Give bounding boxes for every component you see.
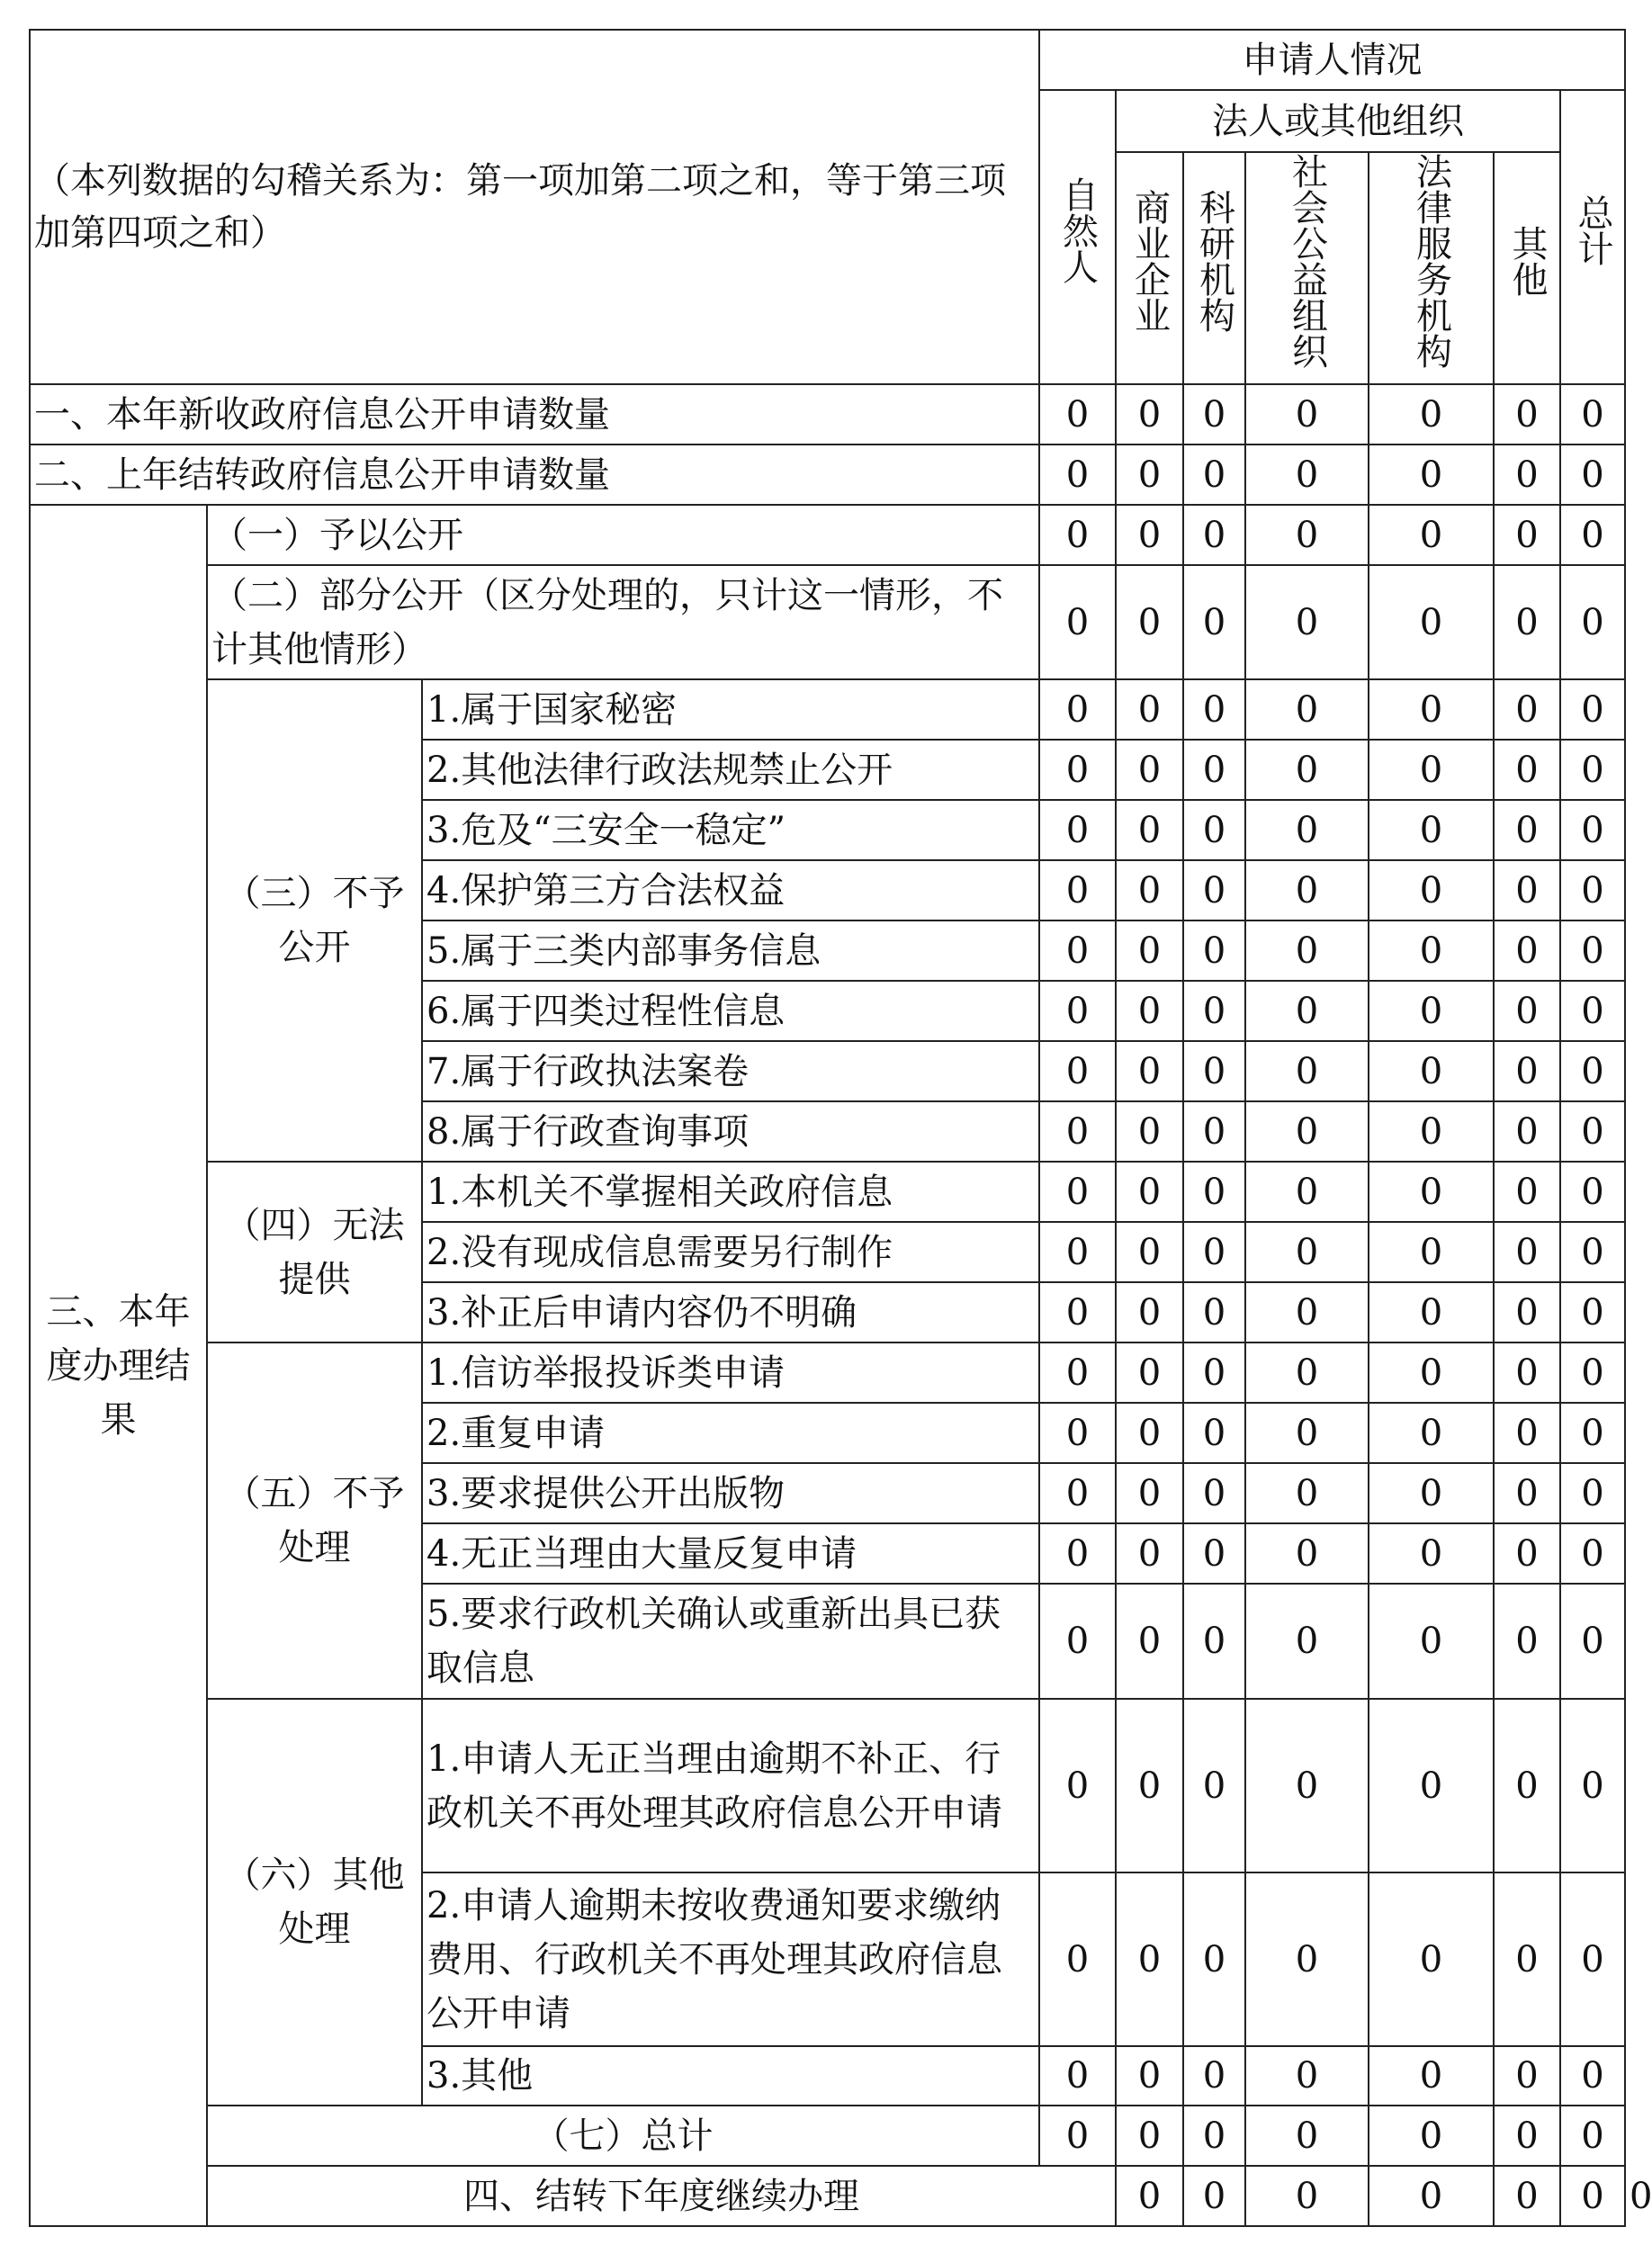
table-row: [30, 2106, 1625, 2166]
cell: 0: [1369, 981, 1494, 1041]
cell: 0: [1369, 1699, 1494, 1872]
disclosure-stats-table: [29, 29, 1652, 2227]
cell: 0: [1560, 1403, 1625, 1463]
cell: 0: [1039, 1162, 1116, 1222]
cell: 0: [1369, 2166, 1494, 2226]
cell: 0: [1560, 679, 1625, 740]
cell: 0: [1245, 2106, 1369, 2166]
cell: 0: [1369, 565, 1494, 679]
cell: 0: [1116, 445, 1183, 505]
row-label: 4.保护第三方合法权益: [422, 860, 1039, 920]
group-label: （六）其他处理: [207, 1699, 422, 2106]
cell: 0: [1494, 2046, 1560, 2106]
cell: 0: [1039, 445, 1116, 505]
cell: 0: [1245, 1584, 1369, 1699]
cell: 0: [1183, 1101, 1245, 1162]
cell: 0: [1039, 505, 1116, 565]
cell: 0: [1369, 1282, 1494, 1343]
cell: 0: [1245, 565, 1369, 679]
cell: 0: [1560, 2046, 1625, 2106]
cell: 0: [1039, 1872, 1116, 2046]
applicant-header: 申请人情况: [1039, 30, 1625, 90]
table-row: [30, 445, 1625, 505]
cell: 0: [1369, 860, 1494, 920]
cell: 0: [1245, 384, 1369, 445]
cell: 0: [1369, 2046, 1494, 2106]
cell: 0: [1116, 1041, 1183, 1101]
cell: 0: [1560, 1584, 1625, 1699]
cell: 0: [1560, 1162, 1625, 1222]
cell: 0: [1560, 1222, 1625, 1282]
cell: 0: [1039, 1463, 1116, 1523]
col-other: 其他: [1494, 152, 1560, 384]
cell: 0: [1560, 981, 1625, 1041]
cell: 0: [1116, 2166, 1183, 2226]
cell: 0: [1116, 384, 1183, 445]
cell: 0: [1369, 1162, 1494, 1222]
cell: 0: [1560, 860, 1625, 920]
cell: 0: [1116, 1872, 1183, 2046]
cell: 0: [1369, 505, 1494, 565]
cell: 0: [1116, 1463, 1183, 1523]
cell: 0: [1039, 860, 1116, 920]
table-row: 四、结转下年度继续办理 0 0 0 0 0 0 0: [30, 2166, 1625, 2226]
cell: 0: [1494, 1282, 1560, 1343]
col-legal: 法律服务机构: [1369, 152, 1494, 384]
cell: 0: [1183, 1523, 1245, 1584]
cell: 0: [1494, 1463, 1560, 1523]
cell: 0: [1116, 1101, 1183, 1162]
cell: 0: [1116, 860, 1183, 920]
cell: 0: [1183, 1463, 1245, 1523]
cell: 0: [1245, 505, 1369, 565]
col-total: 总计: [1560, 90, 1625, 384]
cell: 0: [1039, 1403, 1116, 1463]
cell: 0: [1245, 445, 1369, 505]
cell: 0: [1245, 981, 1369, 1041]
cell: 0: [1245, 1162, 1369, 1222]
cell: 0: [1245, 1041, 1369, 1101]
cell: 0: [1245, 920, 1369, 981]
cell: 0: [1494, 505, 1560, 565]
cell: 0: [1245, 2166, 1369, 2226]
table-row: [30, 565, 1625, 679]
cell: 0: [1560, 565, 1625, 679]
cell: 0: [1039, 1523, 1116, 1584]
row-label: 8.属于行政查询事项: [422, 1101, 1039, 1162]
row-label: （七）总计: [207, 2106, 1039, 2166]
cell: 0: [1116, 1162, 1183, 1222]
col-social: 社会公益组织: [1245, 152, 1369, 384]
row-label: 1.本机关不掌握相关政府信息: [422, 1162, 1039, 1222]
cell: 0: [1116, 1523, 1183, 1584]
row-label: （二）部分公开（区分处理的，只计这一情形，不计其他情形）: [207, 565, 1039, 679]
cell: 0: [1369, 1584, 1494, 1699]
cell: 0: [1560, 1041, 1625, 1101]
section3-label: 三、本年度办理结果: [30, 505, 207, 2226]
cell: 0: [1039, 679, 1116, 740]
cell: 0: [1369, 1872, 1494, 2046]
row-label: （一）予以公开: [207, 505, 1039, 565]
cell: 0: [1039, 1041, 1116, 1101]
row-label: 1.属于国家秘密: [422, 679, 1039, 740]
cell: 0: [1183, 1222, 1245, 1282]
cell: 0: [1245, 2046, 1369, 2106]
cell: 0: [1245, 679, 1369, 740]
row-label: 6.属于四类过程性信息: [422, 981, 1039, 1041]
group-label: （三）不予公开: [207, 679, 422, 1162]
cell: 0: [1039, 981, 1116, 1041]
row-label: 3.补正后申请内容仍不明确: [422, 1282, 1039, 1343]
row-label: 3.要求提供公开出版物: [422, 1463, 1039, 1523]
cell: 0: [1183, 384, 1245, 445]
cell: 0: [1183, 800, 1245, 860]
cell: 0: [1039, 2106, 1116, 2166]
cell: 0: [1560, 1523, 1625, 1584]
row-label: 5.要求行政机关确认或重新出具已获取信息: [422, 1584, 1039, 1699]
cell: 0: [1494, 1403, 1560, 1463]
cell: 0: [1560, 1282, 1625, 1343]
cell: 0: [1494, 981, 1560, 1041]
cell: 0: [1369, 1101, 1494, 1162]
cell: 0: [1183, 1282, 1245, 1343]
cell: 0: [1116, 1403, 1183, 1463]
row-label: 3.危及“三安全一稳定”: [422, 800, 1039, 860]
table-row: [30, 384, 1625, 445]
cell: 0: [1560, 2106, 1625, 2166]
cell: 0: [1560, 920, 1625, 981]
table-row: [30, 679, 1625, 740]
cell: 0: [1369, 445, 1494, 505]
row-label: 二、上年结转政府信息公开申请数量: [30, 445, 1039, 505]
cell: 0: [1039, 1101, 1116, 1162]
cell: 0: [1183, 1041, 1245, 1101]
cell: 0: [1494, 384, 1560, 445]
row-label: 4.无正当理由大量反复申请: [422, 1523, 1039, 1584]
cell: 0: [1245, 800, 1369, 860]
cell: 0: [1183, 2046, 1245, 2106]
table-row: [30, 1699, 1625, 1872]
cell: 0: [1560, 800, 1625, 860]
row-label: 四、结转下年度继续办理: [207, 2166, 1116, 2226]
table-row: [30, 505, 1625, 565]
cell: 0: [1494, 445, 1560, 505]
cell: 0: [1039, 384, 1116, 445]
cell: 0: [1039, 1343, 1116, 1403]
col-natural: 自然人: [1039, 90, 1116, 384]
cell: 0: [1245, 1699, 1369, 1872]
row-label: 1.信访举报投诉类申请: [422, 1343, 1039, 1403]
cell: 0: [1183, 1872, 1245, 2046]
cell: 0: [1245, 1343, 1369, 1403]
cell: 0: [1183, 445, 1245, 505]
row-label: 1.申请人无正当理由逾期不补正、行政机关不再处理其政府信息公开申请: [422, 1699, 1039, 1872]
cell: 0: [1369, 384, 1494, 445]
row-label: 2.重复申请: [422, 1403, 1039, 1463]
cell: 0: [1494, 2106, 1560, 2166]
cell: 0: [1245, 1872, 1369, 2046]
cell: 0: [1245, 1463, 1369, 1523]
cell: 0: [1494, 1222, 1560, 1282]
cell: 0: [1560, 2166, 1625, 2226]
cell: 0: [1039, 1584, 1116, 1699]
row-label: 7.属于行政执法案卷: [422, 1041, 1039, 1101]
cell: 0: [1369, 1041, 1494, 1101]
cell: 0: [1494, 565, 1560, 679]
table-row: [30, 1162, 1625, 1222]
row-label: 3.其他: [422, 2046, 1039, 2106]
cell: 0: [1116, 565, 1183, 679]
cell: 0: [1494, 1699, 1560, 1872]
cell: 0: [1116, 1282, 1183, 1343]
cell: 0: [1369, 920, 1494, 981]
cell: 0: [1494, 800, 1560, 860]
cell: 0: [1116, 800, 1183, 860]
cell: 0: [1494, 1523, 1560, 1584]
cell: 0: [1183, 2166, 1245, 2226]
cell: 0: [1116, 505, 1183, 565]
cell: 0: [1369, 1463, 1494, 1523]
cell: 0: [1039, 920, 1116, 981]
row-label: 5.属于三类内部事务信息: [422, 920, 1039, 981]
cell: 0: [1039, 1222, 1116, 1282]
cell: 0: [1560, 740, 1625, 800]
header-note: （本列数据的勾稽关系为：第一项加第二项之和，等于第三项加第四项之和）: [30, 30, 1039, 384]
legal-group-header: 法人或其他组织: [1116, 90, 1560, 152]
cell: 0: [1245, 1282, 1369, 1343]
cell: 0: [1560, 1463, 1625, 1523]
cell: 0: [1494, 740, 1560, 800]
cell: 0: [1369, 1222, 1494, 1282]
cell: 0: [1494, 1162, 1560, 1222]
cell: 0: [1183, 505, 1245, 565]
cell: 0: [1245, 1222, 1369, 1282]
cell: 0: [1560, 505, 1625, 565]
group-label: （四）无法提供: [207, 1162, 422, 1343]
cell: 0: [1183, 981, 1245, 1041]
col-business: 商业企业: [1116, 152, 1183, 384]
cell: 0: [1183, 679, 1245, 740]
cell: 0: [1369, 1403, 1494, 1463]
cell: 0: [1560, 1699, 1625, 1872]
cell: 0: [1245, 740, 1369, 800]
cell: 0: [1494, 1041, 1560, 1101]
row-label: 2.其他法律行政法规禁止公开: [422, 740, 1039, 800]
cell: 0: [1369, 1523, 1494, 1584]
cell: 0: [1183, 1584, 1245, 1699]
cell: 0: [1494, 1584, 1560, 1699]
cell: 0: [1494, 679, 1560, 740]
cell: 0: [1039, 565, 1116, 679]
cell: 0: [1039, 800, 1116, 860]
row-label: 2.申请人逾期未按收费通知要求缴纳费用、行政机关不再处理其政府信息公开申请: [422, 1872, 1039, 2046]
cell: 0: [1116, 679, 1183, 740]
cell: 0: [1116, 1699, 1183, 1872]
cell: 0: [1116, 981, 1183, 1041]
cell: 0: [1183, 2106, 1245, 2166]
cell: 0: [1183, 565, 1245, 679]
cell: 0: [1494, 1101, 1560, 1162]
row-label: 2.没有现成信息需要另行制作: [422, 1222, 1039, 1282]
cell: 0: [1494, 1343, 1560, 1403]
cell: 0: [1039, 740, 1116, 800]
cell: 0: [1560, 384, 1625, 445]
cell: 0: [1116, 2106, 1183, 2166]
cell: 0: [1494, 2166, 1560, 2226]
cell: 0: [1183, 860, 1245, 920]
cell: 0: [1560, 445, 1625, 505]
cell: 0: [1494, 860, 1560, 920]
cell: 0: [1116, 2046, 1183, 2106]
cell: 0: [1183, 1403, 1245, 1463]
cell: 0: [1494, 920, 1560, 981]
cell: 0: [1560, 1872, 1625, 2046]
cell: 0: [1560, 1343, 1625, 1403]
cell: 0: [1369, 740, 1494, 800]
cell: 0: [1116, 740, 1183, 800]
cell: 0: [1183, 1699, 1245, 1872]
cell: 0: [1116, 920, 1183, 981]
group-label: （五）不予处理: [207, 1343, 422, 1699]
cell: 0: [1560, 1101, 1625, 1162]
cell: 0: [1183, 920, 1245, 981]
cell: 0: [1183, 1343, 1245, 1403]
row-label: 一、本年新收政府信息公开申请数量: [30, 384, 1039, 445]
cell: 0: [1369, 1343, 1494, 1403]
cell: 0: [1494, 1872, 1560, 2046]
cell: 0: [1039, 2046, 1116, 2106]
cell: 0: [1245, 860, 1369, 920]
cell: 0: [1116, 1343, 1183, 1403]
cell: 0: [1116, 1584, 1183, 1699]
cell: 0: [1039, 1282, 1116, 1343]
cell: 0: [1245, 1101, 1369, 1162]
cell: 0: [1039, 1699, 1116, 1872]
col-research: 科研机构: [1183, 152, 1245, 384]
cell: 0: [1245, 1523, 1369, 1584]
cell: 0: [1116, 1222, 1183, 1282]
cell: 0: [1245, 1403, 1369, 1463]
table-row: [30, 1343, 1625, 1403]
cell: 0: [1369, 800, 1494, 860]
cell: 0: [1183, 1162, 1245, 1222]
cell: 0: [1369, 2106, 1494, 2166]
cell: 0: [1369, 679, 1494, 740]
cell: 0: [1183, 740, 1245, 800]
